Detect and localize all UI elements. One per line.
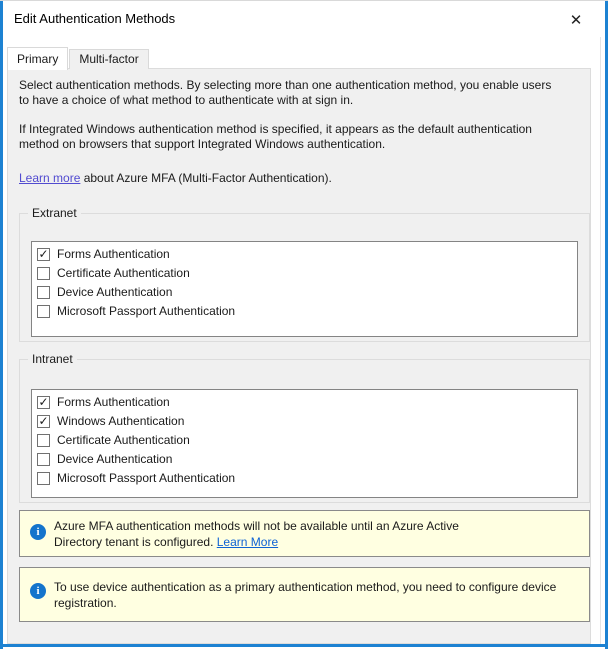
info-icon: i [30, 524, 46, 540]
auth-method-label: Forms Authentication [57, 247, 170, 261]
close-icon: ✕ [569, 12, 583, 29]
checkbox-unchecked-icon[interactable] [37, 267, 50, 280]
azure-mfa-notice-text: Azure MFA authentication methods will not be available until an Azure Active Directory tenant is configured. [54, 519, 459, 549]
primary-tab-page [7, 68, 591, 644]
intranet-group-label: Intranet [28, 352, 77, 367]
intranet-group [19, 352, 590, 503]
notice-text [54, 579, 559, 611]
auth-method-option[interactable] [32, 283, 577, 302]
auth-method-label: Microsoft Passport Authentication [57, 304, 236, 318]
notice-text [54, 518, 504, 550]
close-button[interactable] [561, 8, 591, 34]
checkbox-checked-icon[interactable]: ✓ [38, 248, 49, 261]
checkbox-unchecked-icon[interactable] [37, 286, 50, 299]
checkbox-unchecked-icon[interactable] [37, 305, 50, 318]
auth-method-option[interactable] [32, 245, 577, 264]
mfa-link-line [19, 171, 579, 186]
auth-method-label: Certificate Authentication [57, 433, 190, 447]
checkbox-unchecked-icon[interactable] [37, 453, 50, 466]
auth-method-option[interactable] [32, 469, 577, 488]
auth-method-option[interactable] [32, 264, 577, 283]
auth-method-label: Certificate Authentication [57, 266, 190, 280]
auth-method-label: Device Authentication [57, 452, 173, 466]
device-registration-notice [19, 567, 590, 622]
tab-strip [7, 45, 149, 69]
info-icon: i [30, 583, 46, 599]
auth-method-option[interactable] [32, 302, 577, 321]
window-accent-border-left [0, 1, 3, 649]
auth-method-option[interactable] [32, 393, 577, 412]
learn-more-link-2[interactable]: Learn More [216, 535, 279, 549]
checkbox-unchecked-icon[interactable] [37, 472, 50, 485]
checkbox-unchecked-icon[interactable] [37, 434, 50, 447]
auth-method-option[interactable] [32, 431, 577, 450]
extranet-group-label: Extranet [28, 206, 81, 221]
window-inner-edge [600, 37, 601, 644]
tab-multi-factor[interactable]: Multi-factor [69, 49, 148, 69]
auth-method-label: Device Authentication [57, 285, 173, 299]
mfa-link-suffix: about Azure MFA (Multi-Factor Authentication). [80, 171, 332, 185]
title-bar [3, 1, 605, 45]
intro-paragraph-1: Select authentication methods. By selecting more than one authentication method, you enable users to have a choice of what method to authenticate with at sign in. [19, 78, 552, 107]
extranet-method-list [31, 241, 578, 337]
tab-primary[interactable]: Primary [7, 47, 68, 70]
window-accent-border-bottom [0, 644, 608, 647]
checkbox-checked-icon[interactable]: ✓ [38, 415, 49, 428]
intranet-method-list [31, 389, 578, 498]
auth-method-label: Microsoft Passport Authentication [57, 471, 236, 485]
auth-method-option[interactable] [32, 450, 577, 469]
auth-method-label: Forms Authentication [57, 395, 170, 409]
learn-more-link[interactable]: Learn more [19, 171, 81, 185]
device-registration-notice-text: To use device authentication as a primary authentication method, you need to configure device registration. [54, 580, 557, 610]
auth-method-label: Windows Authentication [57, 414, 185, 428]
azure-mfa-notice [19, 510, 590, 557]
checkbox-checked-icon[interactable]: ✓ [38, 396, 49, 409]
dialog-title: Edit Authentication Methods [14, 11, 176, 26]
intro-paragraph-2: If Integrated Windows authentication method is specified, it appears as the default authentication method on browsers that support Integrated Windows authentication. [19, 122, 532, 151]
extranet-group [19, 206, 590, 342]
auth-method-option[interactable] [32, 412, 577, 431]
